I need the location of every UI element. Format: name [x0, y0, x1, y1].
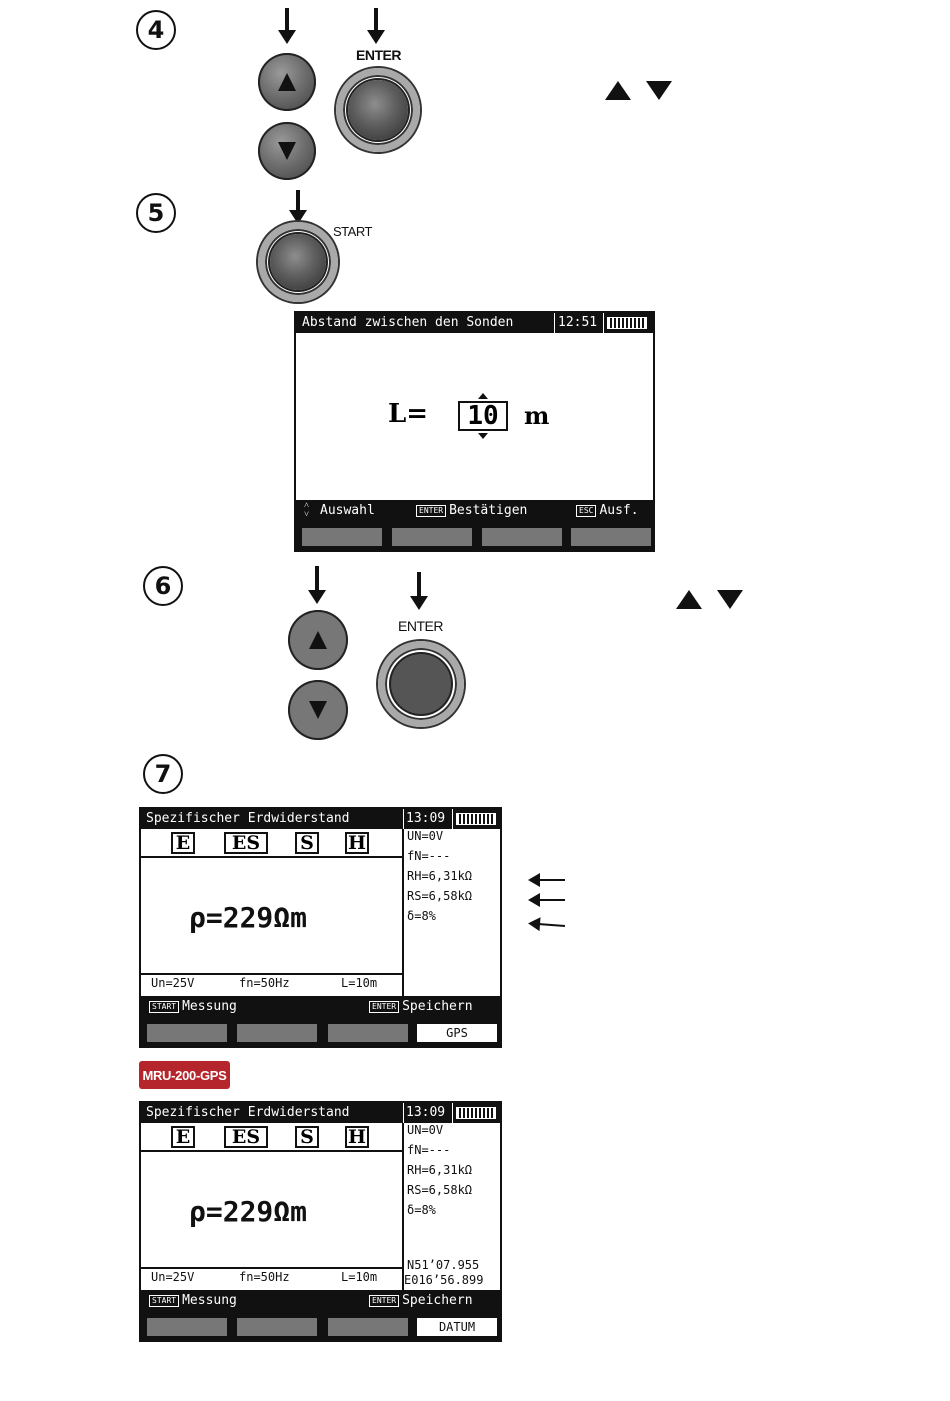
arrow-down-icon	[417, 572, 421, 598]
resistivity-result: ρ=229Ωm	[189, 901, 308, 934]
enter-key-label: ENTER	[398, 618, 443, 634]
softkey-bar	[141, 1312, 500, 1340]
battery-icon	[452, 809, 496, 829]
start-key-icon: START	[149, 1295, 179, 1307]
hint-save-label: Speichern	[402, 1293, 473, 1308]
resistivity-result: ρ=229Ωm	[189, 1195, 308, 1228]
hint-esc	[576, 500, 639, 522]
hint-bar	[141, 996, 500, 1018]
model-badge: MRU-200-GPS	[139, 1061, 230, 1089]
down-button[interactable]	[258, 122, 316, 180]
screen-titlebar	[141, 809, 500, 829]
step-6-number: 6	[143, 566, 183, 606]
hint-start	[149, 996, 237, 1018]
side-fn: fN=---	[407, 1143, 451, 1157]
screen-titlebar	[296, 313, 653, 333]
probe-h: H	[345, 832, 369, 854]
up-triangle-icon	[605, 81, 631, 100]
battery-icon	[452, 1103, 496, 1123]
up-triangle-icon	[676, 590, 702, 609]
info-un: Un=25V	[151, 976, 195, 990]
divider	[402, 1123, 404, 1291]
side-un: UN=0V	[407, 829, 444, 843]
start-key-icon: START	[149, 1001, 179, 1013]
gps-longitude: E016’56.899	[404, 1273, 484, 1287]
meter-screen-resistivity	[139, 807, 502, 1048]
down-triangle-icon	[278, 142, 296, 160]
value-down-icon	[478, 433, 488, 439]
screen-title: Spezifischer Erdwiderstand	[146, 811, 350, 826]
probe-s: S	[295, 832, 319, 854]
updown-icon: ˄ ˅	[304, 501, 310, 520]
down-triangle-icon	[717, 590, 743, 609]
up-button[interactable]	[288, 610, 348, 670]
probe-e: E	[171, 1126, 195, 1148]
clock: 12:51	[554, 313, 597, 333]
hint-select: Auswahl	[320, 503, 375, 518]
divider	[141, 1150, 402, 1152]
enter-key-icon: ENTER	[416, 505, 446, 517]
distance-value-field[interactable]: 10	[458, 401, 508, 431]
up-triangle-icon	[309, 631, 327, 649]
clock: 13:09	[403, 809, 445, 829]
divider	[402, 829, 404, 997]
probe-es: ES	[224, 832, 268, 854]
hint-bar	[296, 500, 653, 522]
enter-button[interactable]	[348, 80, 408, 140]
side-rs: RS=6,58kΩ	[407, 889, 473, 903]
probe-es: ES	[224, 1126, 268, 1148]
arrow-down-icon	[374, 8, 378, 32]
pointer-arrow-icon	[538, 923, 565, 927]
start-button[interactable]	[270, 234, 326, 290]
param-label: L=	[388, 399, 429, 429]
hint-enter	[416, 500, 527, 522]
hint-enter	[369, 996, 473, 1018]
up-button[interactable]	[258, 53, 316, 111]
softkey-bar	[296, 522, 653, 550]
step-7-number: 7	[143, 754, 183, 794]
screen-titlebar	[141, 1103, 500, 1123]
side-un: UN=0V	[407, 1123, 444, 1137]
enter-key-label: ENTER	[356, 47, 401, 63]
meter-screen-distance	[294, 311, 655, 552]
hint-save-label: Speichern	[402, 999, 473, 1014]
step-5-number: 5	[136, 193, 176, 233]
up-triangle-icon	[278, 73, 296, 91]
info-fn: fn=50Hz	[239, 1270, 290, 1284]
hint-start	[149, 1290, 237, 1312]
side-delta: δ=8%	[407, 909, 436, 923]
down-triangle-icon	[646, 81, 672, 100]
enter-key-icon: ENTER	[369, 1295, 399, 1307]
probe-e: E	[171, 832, 195, 854]
down-button[interactable]	[288, 680, 348, 740]
enter-button[interactable]	[391, 654, 451, 714]
softkey-3[interactable]	[326, 1316, 410, 1338]
side-rs: RS=6,58kΩ	[407, 1183, 473, 1197]
side-fn: fN=---	[407, 849, 451, 863]
info-l: L=10m	[341, 976, 378, 990]
info-fn: fn=50Hz	[239, 976, 290, 990]
step-4-number: 4	[136, 10, 176, 50]
info-l: L=10m	[341, 1270, 378, 1284]
softkey-1[interactable]	[300, 526, 384, 548]
start-key-label: START	[333, 224, 372, 239]
probe-h: H	[345, 1126, 369, 1148]
gps-softkey[interactable]: GPS	[415, 1022, 499, 1044]
meter-screen-resistivity-gps	[139, 1101, 502, 1342]
arrow-down-icon	[315, 566, 319, 592]
softkey-1[interactable]	[145, 1022, 229, 1044]
side-rh: RH=6,31kΩ	[407, 1163, 473, 1177]
divider	[141, 1267, 402, 1269]
softkey-4[interactable]	[569, 526, 653, 548]
screen-title: Spezifischer Erdwiderstand	[146, 1105, 350, 1120]
arrow-down-icon	[285, 8, 289, 32]
enter-key-icon: ENTER	[369, 1001, 399, 1013]
hint-exit-label: Ausf.	[599, 503, 639, 518]
esc-key-icon: ESC	[576, 505, 596, 517]
probe-s: S	[295, 1126, 319, 1148]
clock: 13:09	[403, 1103, 445, 1123]
softkey-2[interactable]	[235, 1022, 319, 1044]
hint-bar	[141, 1290, 500, 1312]
side-rh: RH=6,31kΩ	[407, 869, 473, 883]
softkey-bar	[141, 1018, 500, 1046]
date-softkey[interactable]: DATUM	[415, 1316, 499, 1338]
softkey-3[interactable]	[480, 526, 564, 548]
screen-title: Abstand zwischen den Sonden	[302, 315, 514, 330]
softkey-3[interactable]	[326, 1022, 410, 1044]
divider	[141, 973, 402, 975]
info-un: Un=25V	[151, 1270, 195, 1284]
divider	[141, 856, 402, 858]
hint-enter	[369, 1290, 473, 1312]
value-up-icon	[478, 393, 488, 399]
side-delta: δ=8%	[407, 1203, 436, 1217]
arrow-down-icon	[296, 190, 300, 212]
softkey-2[interactable]	[390, 526, 474, 548]
down-triangle-icon	[309, 701, 327, 719]
pointer-arrow-icon	[538, 899, 565, 901]
gps-latitude: N51’07.955	[407, 1258, 480, 1272]
hint-confirm-label: Bestätigen	[449, 503, 528, 518]
battery-icon	[603, 313, 647, 333]
param-unit: m	[524, 401, 550, 430]
hint-measure-label: Messung	[182, 1293, 237, 1308]
hint-measure-label: Messung	[182, 999, 237, 1014]
softkey-2[interactable]	[235, 1316, 319, 1338]
pointer-arrow-icon	[538, 879, 565, 881]
softkey-1[interactable]	[145, 1316, 229, 1338]
